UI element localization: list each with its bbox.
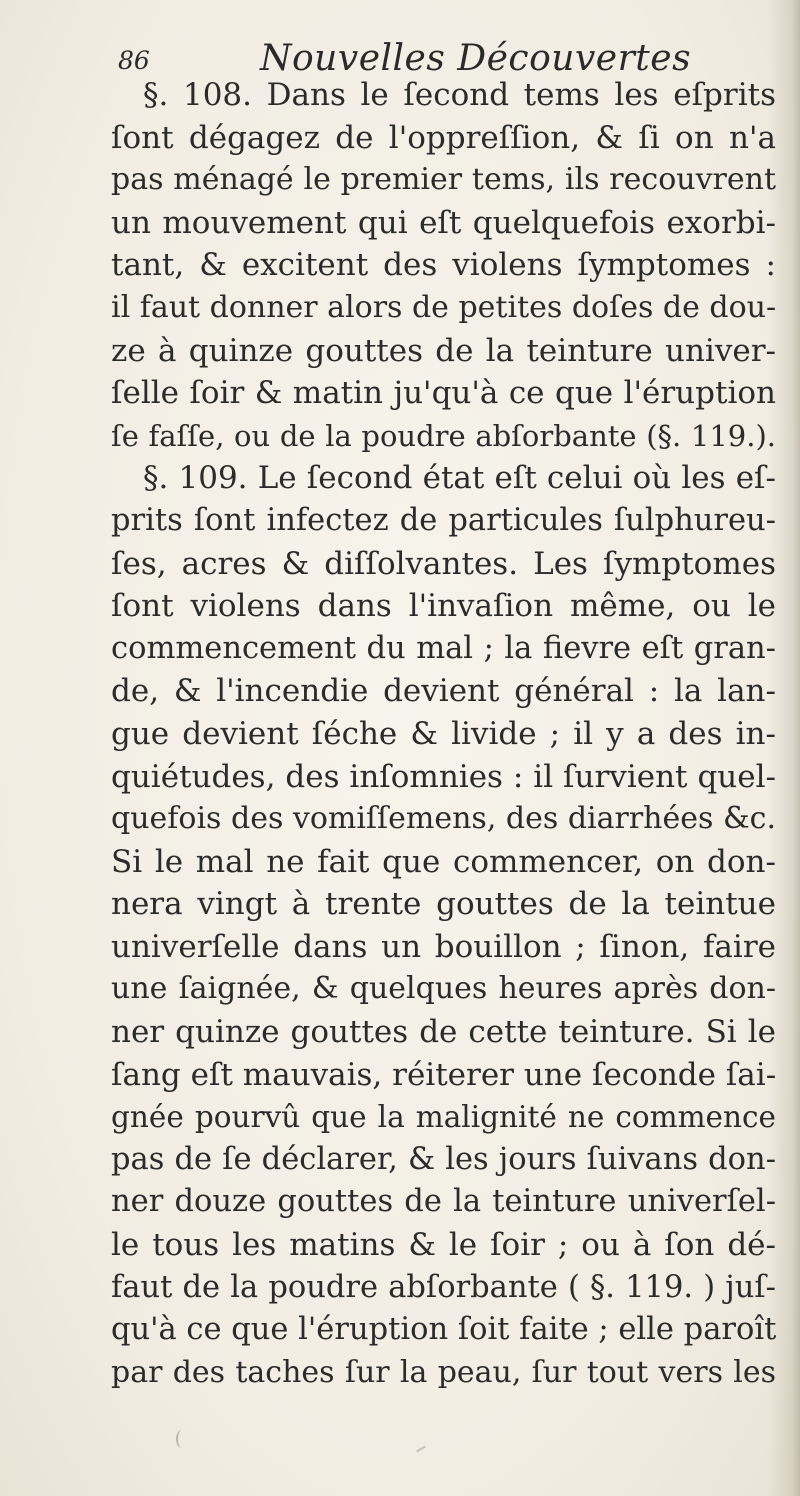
text-line: de, & l'incendie devient général : la lan- [111, 673, 776, 710]
text-line: ner quinze gouttes de cette teinture. Si le [111, 1014, 776, 1051]
text-line: §. 109. Le ſecond état eſt celui où les eſ- [143, 460, 776, 497]
text-line: ſont violens dans l'invaſion même, ou le [111, 588, 776, 625]
text-line: ſe faſſe, ou de la poudre abſorbante (§. 119.). [111, 418, 776, 453]
text-line: gnée pourvû que la malignité ne commence [111, 1100, 776, 1135]
page-number: 86 [118, 46, 150, 75]
text-line: Si le mal ne fait que commencer, on don- [111, 843, 776, 880]
text-line: un mouvement qui eſt quelquefois exorbi- [111, 204, 776, 241]
text-line: quiétudes, des inſomnies : il ſurvient quel- [111, 758, 776, 795]
text-line: une ſaignée, & quelques heures après don- [111, 971, 776, 1007]
ink-speck [416, 1446, 426, 1453]
text-line: commencement du mal ; la fievre eſt gran- [111, 630, 776, 666]
text-line: prits ſont infectez de particules ſulphureu- [111, 502, 776, 538]
running-title: Nouvelles Découvertes [260, 38, 692, 79]
text-line: pas ménagé le premier tems, ils recouvrent [111, 162, 776, 198]
text-line: ſes, acres & diſſolvantes. Les ſymptomes [111, 545, 776, 582]
text-line: par des taches ſur la peau, ſur tout vers les [111, 1354, 776, 1390]
text-line: ſelle ſoir & matin ju'qu'à ce que l'éruption [111, 375, 776, 412]
text-line: nera vingt à trente gouttes de la teintue [111, 886, 776, 923]
text-line: pas de ſe déclarer, & les jours ſuivans don- [111, 1141, 776, 1177]
text-line: faut de la poudre abſorbante ( §. 119. ) juſ- [111, 1269, 776, 1305]
text-line: il faut donner alors de petites doſes de dou- [111, 289, 776, 325]
text-line: le tous les matins & le ſoir ; ou à ſon dé- [111, 1227, 776, 1264]
text-line: ner douze gouttes de la teinture univerſel- [111, 1184, 776, 1220]
ink-mark [176, 1430, 188, 1448]
text-line: univerſelle dans un bouillon ; ſinon, faire [111, 928, 776, 965]
text-line: quefois des vomiſſemens, des diarrhées &c. [111, 801, 776, 837]
text-line: gue devient ſéche & livide ; il y a des in- [111, 715, 776, 752]
text-line: §. 108. Dans le ſecond tems les eſprits [143, 77, 776, 113]
text-line: ſang eſt mauvais, réiterer une ſeconde ſai- [111, 1056, 776, 1093]
text-line: ſont dégagez de l'oppreſſion, & ſi on n'a [111, 119, 776, 156]
text-line: tant, & excitent des violens ſymptomes : [111, 247, 776, 284]
text-line: qu'à ce que l'éruption ſoit faite ; elle paroît [111, 1312, 776, 1348]
body-text [111, 74, 776, 1394]
text-line: ze à quinze gouttes de la teinture univer- [111, 332, 776, 369]
